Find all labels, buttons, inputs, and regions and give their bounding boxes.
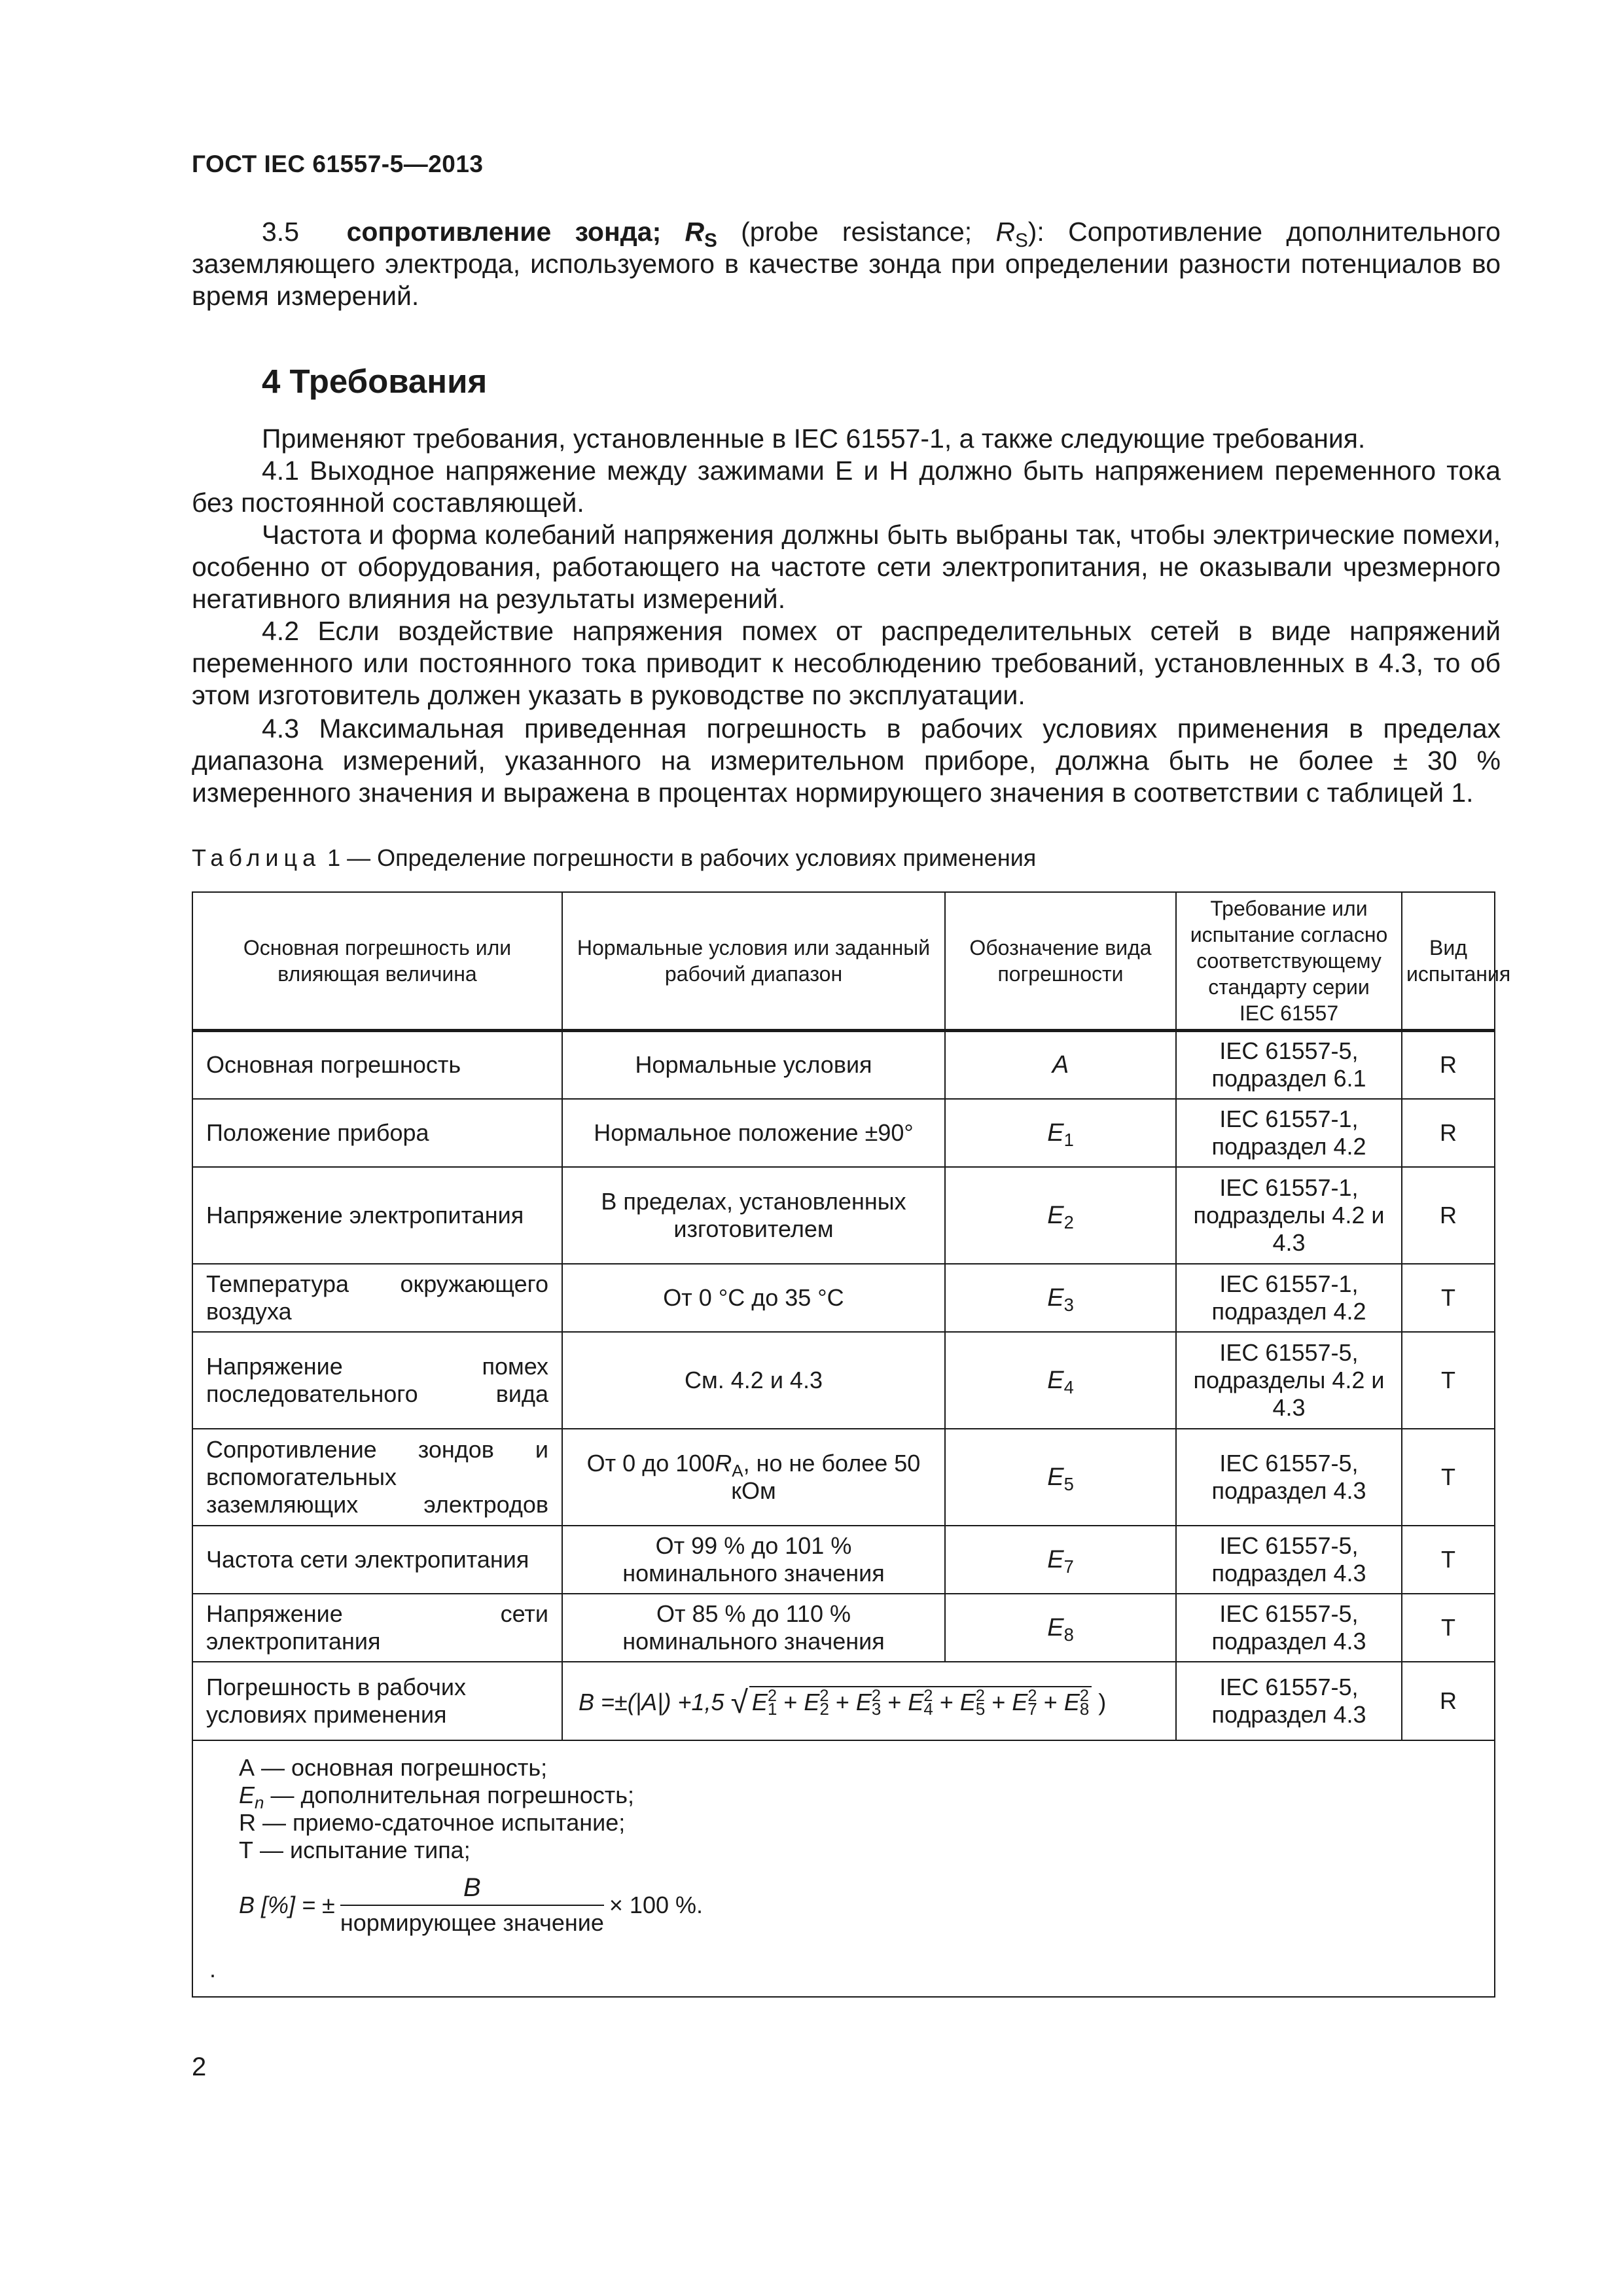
header-cell: Нормальные условия или заданный рабочий диапазон [562,892,945,1031]
header-cell: Требование или испытание согласно соответствующему стандарту серии IEC 61557 [1176,892,1402,1031]
table-caption: Таблица 1 — Определение погрешности в рабочих условиях применения [192,844,1037,871]
header-cell: Основная погрешность или влияющая величина [192,892,562,1031]
section-4-title: 4 Требования [262,363,488,400]
plus-sign: + [933,1688,960,1715]
table-row: Температура окружающего воздуха От 0 °С до 35 °С $E_3$ IEC 61557-1, подраздел 4.2 T [192,1264,1495,1332]
formula-term: E [1063,1688,1080,1715]
formula-term: E [959,1688,976,1715]
table-row: Напряжение электропитания В пределах, установленных изготовителем $E_2$ IEC 61557-1, подразделы 4.2 и 4.3 R [192,1167,1495,1264]
formula-term: E [908,1688,924,1715]
section-4-intro: Применяют требования, установленные в IEC 61557-1, а также следующие требования. [262,423,1366,454]
formula-term: E [751,1688,768,1715]
table-notes-row [192,1740,1495,1997]
plus-sign: + [985,1688,1012,1715]
document-header: ГОСТ IEC 61557-5—2013 [192,151,484,177]
percent-error-formula: B [%] = ± $\frac{B}{\text{нормирующее значение}}$ × 100 %. [239,1873,703,1936]
paragraph-4-3: 4.3 Максимальная приведенная погрешность в рабочих условиях применения в пределах диапазона измерений, указанного на измерительном приборе, должна быть не более ± 30 % измеренного значения и выражена в процентах нормирующего значения в соответствии с таблицей 1. [192,713,1501,808]
sqrt-symbol-icon: √ [730,1685,748,1720]
plus-sign: + [829,1688,856,1715]
paragraph-4-2: 4.2 Если воздействие напряжения помех от распределительных сетей в виде напряжений переменного или постоянного тока приводит к несоблюдению требований, установленных в 4.3, то об этом изготовитель должен указать в руководстве по эксплуатации. [192,616,1501,710]
error-table [192,891,1511,1998]
term-probe-resistance: сопротивление зонда; [346,217,662,247]
table-row: Сопротивление зондов и вспомогательных заземляющих электродов От 0 до $100R_A$, но не более 50 кОм $E_5$ IEC 61557-5, подраздел 4.3 T [192,1429,1495,1526]
formula-term: E [855,1688,872,1715]
plus-sign: + [777,1688,804,1715]
table-header-row [192,892,1495,1031]
formula-term: E [804,1688,820,1715]
page-number: 2 [192,2053,207,2081]
combined-error-formula: B =±(|A|) +1,5 √ $E^2_1 + E^2_2 + E^2_3 + E^2_4 + E^2_5 + E^2_7 + E^2_8$ ) [562,1662,1176,1740]
table-row: Частота сети электропитания От 99 % до 101 % номинального значения $E_7$ IEC 61557-5, подраздел 4.3 T [192,1526,1495,1594]
table-row: Положение прибора Нормальное положение ±90° $E_1$ IEC 61557-1, подраздел 4.2 R [192,1099,1495,1167]
plus-sign: + [881,1688,908,1715]
table-row: Напряжение помех последовательного вида См. 4.2 и 4.3 $E_4$ IEC 61557-5, подразделы 4.2 и 4.3 T [192,1332,1495,1429]
paragraph-4-1-b: Частота и форма колебаний напряжения должны быть выбраны так, чтобы электрические помехи, особенно от оборудования, работающего на частоте сети электропитания, не оказывали чрезмерного негативного влияния на результаты измерений. [192,520,1501,614]
paragraph-4-1: 4.1 Выходное напряжение между зажимами Е и Н должно быть напряжением переменного тока без постоянной составляющей. [192,456,1501,518]
formula-term: E [1012,1688,1028,1715]
table-notes: А — основная погрешность; $E_n$ — дополнительная погрешность; R — приемо-сдаточное испытание; Т — испытание типа; B [%] = ± $\frac{B}{\text{нормирующее значение}}$ × 100 %. . [192,1740,1495,1997]
table-row: Основная погрешность Нормальные условия A IEC 61557-5, подраздел 6.1 R [192,1031,1495,1099]
header-cell: Обозначение вида погрешности [945,892,1176,1031]
header-cell: Вид испытания [1402,892,1495,1031]
table-row: Погрешность в рабочих условиях применения B =±(|A|) +1,5 √ $E^2_1 + E^2_2 + E^2_3 + E^2_4 + E^2_5 + E^2_7 + E^2_8$ ) IEC 61557-5, подраздел 4.3 R [192,1662,1495,1740]
table-row: Напряжение сети электропитания От 85 % до 110 % номинального значения $E_8$ IEC 61557-5, подраздел 4.3 T [192,1594,1495,1662]
plus-sign: + [1037,1688,1064,1715]
paragraph-3-5: 3.5 сопротивление зонда; $R_S$ (probe resistance; $R_S$): Сопротивление дополнительного заземляющего электрода, используемого в качестве зонда при определении разности потенциалов во время измерений. [192,217,1501,311]
